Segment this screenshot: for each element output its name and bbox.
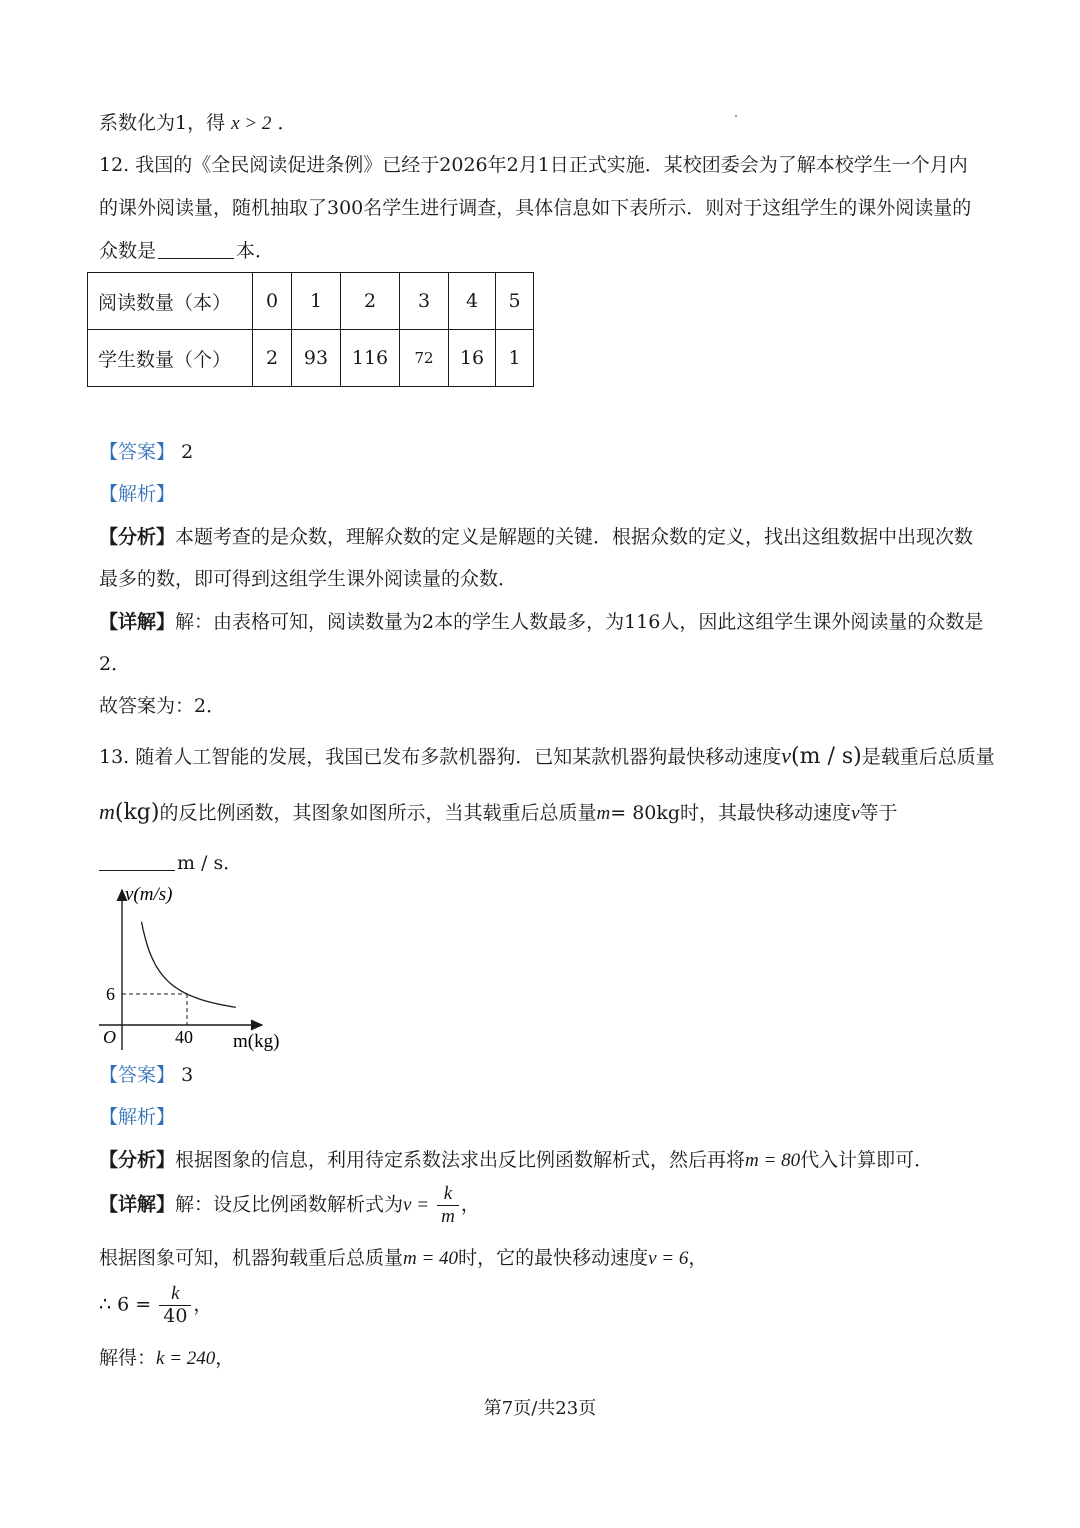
math-unit: (m / s) — [791, 744, 862, 769]
fenxi-text: 代入计算即可． — [800, 1149, 934, 1171]
math-var: m — [596, 803, 611, 824]
xiangjie-tag: 【详解】 — [99, 1193, 176, 1216]
math-unit: (kg) — [114, 800, 160, 825]
table-cell: 0 — [253, 273, 292, 330]
q13-step2 — [99, 1249, 707, 1268]
table-cell: 5 — [496, 273, 534, 330]
table-row — [88, 330, 534, 387]
table-row — [88, 273, 534, 330]
table-cell: 2 — [341, 273, 400, 330]
xiangjie-text: 2． — [99, 653, 131, 675]
math-unit: m / s． — [177, 852, 243, 874]
q12-conclusion — [99, 697, 225, 716]
q13-line3 — [97, 854, 242, 873]
math-var: v — [851, 803, 860, 824]
xiangjie-text: 根据图象可知，机器狗载重后总质量 — [99, 1247, 404, 1269]
fraction-k-over-m — [437, 1183, 459, 1228]
math-eq: k = 240 — [156, 1348, 216, 1369]
xiangjie-text: 时，它的最快移动速度 — [458, 1247, 649, 1269]
math-eq: ∴ 6 = — [99, 1293, 152, 1316]
table-cell: 4 — [449, 273, 496, 330]
table-cell: 1 — [292, 273, 341, 330]
question-number: 13. — [99, 746, 130, 768]
question-text: 是载重后总质量 — [861, 746, 995, 768]
q12-xiangjie-line2 — [99, 655, 130, 674]
q13-step3 — [99, 1283, 212, 1328]
math-eq: v = 6 — [648, 1248, 689, 1269]
math-var: v — [781, 743, 792, 768]
table-cell: 1 — [496, 330, 534, 387]
x-tick-label: 40 — [175, 1027, 193, 1047]
punct: ， — [688, 1247, 708, 1269]
fenxi-text: 最多的数，即可得到这组学生课外阅读量的众数． — [99, 568, 518, 590]
question-text: 众数是 — [99, 240, 157, 262]
q12-line3 — [99, 242, 274, 261]
fraction-denominator: 40 — [163, 1304, 188, 1327]
q12-line2 — [99, 199, 971, 218]
math-inequality: x > 2 — [231, 113, 272, 134]
question-text: 我国的《全民阅读促进条例》已经于2026年2月1日正式实施．某校团委会为了解本校学生一个月内 — [135, 154, 968, 176]
reading-table — [87, 272, 534, 387]
table-cell: 3 — [400, 273, 449, 330]
q12-xiangjie-line1 — [99, 613, 983, 632]
q12-fenxi-line2 — [99, 570, 517, 589]
q13-line2 — [99, 801, 898, 824]
q12-line1 — [99, 156, 968, 175]
question-text: 的反比例函数，其图象如图所示，当其载重后总质量 — [159, 802, 597, 824]
math-var: m — [99, 799, 115, 824]
math-eq: m = 80 — [745, 1150, 801, 1171]
table-cell: 93 — [292, 330, 341, 387]
q13-analysis-tag — [99, 1108, 175, 1127]
punct: ， — [460, 1193, 480, 1216]
xiangjie-text: 解：由表格可知，阅读数量为2本的学生人数最多，为116人，因此这组学生课外阅读量的众数是 — [175, 611, 984, 633]
table-header-cell: 阅读数量（本） — [88, 273, 253, 330]
fenxi-text: 根据图象的信息，利用待定系数法求出反比例函数解析式，然后再将 — [175, 1149, 746, 1171]
fraction-numerator: k — [159, 1283, 191, 1306]
table-cell: 2 — [253, 330, 292, 387]
table-cell: 72 — [400, 330, 449, 387]
q13-answer — [99, 1066, 193, 1085]
question-text: 时，其最快移动速度 — [680, 802, 852, 824]
xiangjie-tag: 【详解】 — [99, 611, 176, 633]
xiangjie-text: 解得： — [99, 1347, 157, 1369]
x-axis-label: m(kg) — [233, 1031, 280, 1052]
y-tick-label: 6 — [106, 984, 115, 1004]
hyperbola-curve — [142, 922, 236, 1008]
fraction-k-over-40 — [159, 1283, 191, 1328]
y-axis-label: v(m/s) — [125, 884, 173, 905]
question-text: 的课外阅读量，随机抽取了300名学生进行调查，具体信息如下表所示．则对于这组学生的课外阅读量的 — [99, 197, 972, 219]
answer-tag: 【答案】 — [99, 1064, 176, 1086]
math-eq: v = — [403, 1194, 430, 1216]
analysis-tag: 【解析】 — [99, 1106, 176, 1128]
math-eq: m = 40 — [403, 1248, 459, 1269]
fenxi-tag: 【分析】 — [99, 1149, 176, 1171]
analysis-tag: 【解析】 — [99, 483, 176, 505]
q13-step4 — [99, 1349, 234, 1368]
question-text: 本． — [236, 240, 275, 262]
punct: ， — [193, 1293, 213, 1316]
table-cell: 116 — [341, 330, 400, 387]
fraction-numerator: k — [437, 1183, 459, 1206]
q13-xiangjie — [99, 1183, 480, 1228]
question-number: 12. — [99, 154, 130, 176]
table-cell: 16 — [449, 330, 496, 387]
q12-fenxi-line1 — [99, 528, 973, 547]
xiangjie-text: 解：设反比例函数解析式为 — [175, 1193, 404, 1216]
punct: ， — [215, 1347, 235, 1369]
answer-blank — [99, 870, 175, 871]
scan-speck — [735, 115, 737, 117]
inverse-proportion-graph — [95, 880, 295, 1055]
table-header-cell: 学生数量（个） — [88, 330, 253, 387]
text: 系数化为1，得 — [99, 112, 226, 134]
q13-fenxi — [99, 1151, 933, 1170]
question-text: 随着人工智能的发展，我国已发布多款机器狗．已知某款机器狗最快移动速度 — [135, 746, 782, 768]
prev-solution-line — [99, 114, 296, 133]
conclusion-text: 故答案为：2． — [99, 695, 226, 717]
origin-label: O — [103, 1027, 116, 1047]
answer-value: 3 — [181, 1064, 194, 1086]
question-text: 等于 — [859, 802, 898, 824]
answer-tag: 【答案】 — [99, 441, 176, 463]
fenxi-text: 本题考查的是众数，理解众数的定义是解题的关键．根据众数的定义，找出这组数据中出现次数 — [175, 526, 974, 548]
fenxi-tag: 【分析】 — [99, 526, 176, 548]
page-footer: 第7页/共23页 — [483, 1398, 597, 1419]
q13-line1 — [99, 745, 995, 768]
fraction-denominator: m — [441, 1205, 455, 1227]
text: ． — [277, 112, 297, 134]
answer-blank — [158, 258, 234, 259]
answer-value: 2 — [181, 441, 194, 463]
q12-analysis-tag — [99, 485, 175, 504]
q12-answer — [99, 443, 193, 462]
math-eq: = 80kg — [610, 802, 681, 824]
